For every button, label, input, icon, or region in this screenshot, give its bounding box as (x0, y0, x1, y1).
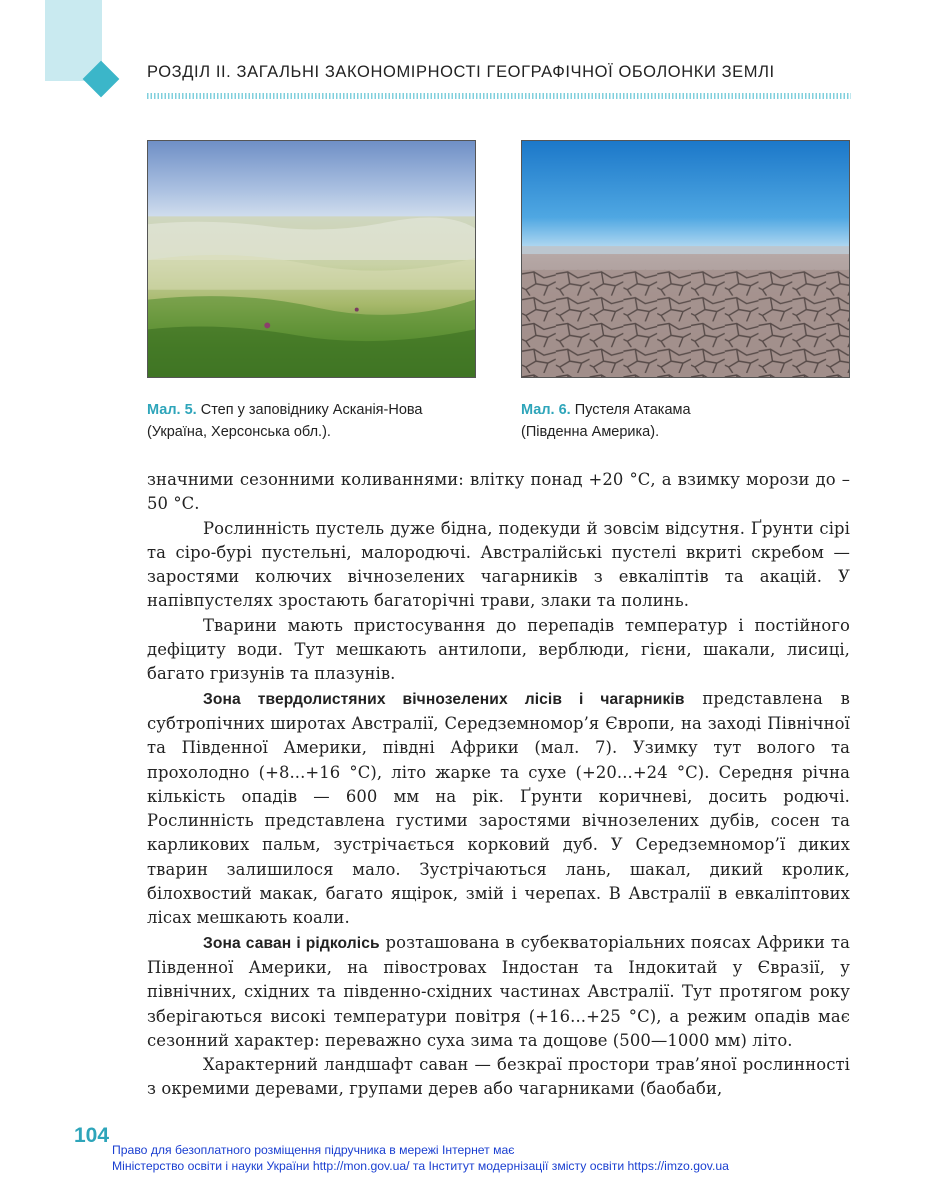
paragraph-text: Тварини мають пристосування до перепадів температур і постійного дефіциту води. Тут мешкають антилопи, верблюди, гієни, шакали, лисиці, багато гризунів та плазунів. (147, 615, 850, 684)
page-number: 104 (74, 1124, 110, 1147)
section-title: РОЗДІЛ ІІ. ЗАГАЛЬНІ ЗАКОНОМІРНОСТІ ГЕОГРАФІЧНОЇ ОБОЛОНКИ ЗЕМЛІ (147, 63, 775, 81)
paragraph-savanna-zone (147, 931, 850, 1053)
paragraph-text: Характерний ландшафт саван — безкраї простори трав’яної рослинності з окремими деревами, групами дерев або чагарниками (баобаби, (147, 1055, 850, 1099)
figure-caption-6-line1: Пустеля Атакама (574, 402, 691, 418)
figure-caption-6-line2: (Південна Америка). (521, 424, 660, 440)
license-notice-line2: Міністерство освіти і науки України http://mon.gov.ua/ та Інститут модернізації змісту освіти https://imzo.gov.ua (112, 1159, 729, 1173)
paragraph-text: представлена в субтропічних широтах Австралії, Середземномор’я Європи, на заході Північної та Південної Америки, півдні Африки (мал. 7). Узимку тут волого та прохолодно (+8...+16 °С), літо жарке та сухе (+20...+24 °С). Середня річна кількість опадів — 600 мм на рік. Ґрунти коричневі, досить родючі. Рослинність представлена густими заростями вічнозелених дубів, сосен та карликових пальм, зустрічається корковий дуб. У Середземномор’ї диких тварин залишилося мало. Зустрічаються лань, шакал, дикий кролик, білохвостий макак, багато ящірок, змій і черепах. В Австралії в евкаліптових лісах мешкають коали. (147, 688, 851, 928)
paragraph-savanna-landscape (147, 1053, 850, 1102)
term-sclerophyll-zone: Зона твердолистяних вічнозелених лісів і чагарників (203, 690, 685, 708)
paragraph-continuation (147, 468, 850, 517)
paragraph-text: значними сезонними коливаннями: влітку понад +20 °С, а взимку морози до –50 °С. (147, 470, 850, 514)
paragraph-text: розташована в субекваторіальних поясах Африки та Південної Америки, на півостровах Індостан та Індокитай у Євразії, у північних, східних та південно-східних частинах Австралії. Тут протягом року зберігаються високі температури повітря (+16...+25 °С), а режим опадів має сезонний характер: переважно суха зима та дощове (500—1000 мм) літо. (147, 932, 850, 1050)
term-savanna-zone: Зона саван і рідколісь (203, 934, 380, 952)
figure-label-6: Мал. 6. (521, 402, 571, 418)
figure-caption-5 (147, 399, 487, 443)
figure-caption-6 (521, 399, 861, 443)
steppe-photo (147, 140, 476, 378)
figure-caption-5-line2: (Україна, Херсонська обл.). (147, 424, 331, 440)
header-dotted-rule (147, 93, 851, 99)
paragraph-sclerophyll-zone (147, 687, 850, 931)
paragraph-desert-vegetation (147, 517, 850, 614)
license-notice-line1: Право для безоплатного розміщення підручника в мережі Інтернет має (112, 1143, 515, 1157)
paragraph-desert-animals (147, 614, 850, 687)
figure-caption-5-line1: Степ у заповіднику Асканія-Нова (200, 402, 423, 418)
desert-photo (521, 140, 850, 378)
paragraph-text: Рослинність пустель дуже бідна, подекуди й зовсім відсутня. Ґрунти сірі та сіро-бурі пустельні, малородючі. Австралійські пустелі вкриті скребом — заростями колючих вічнозелених чагарників з евкаліптів та акацій. У напівпустелях зростають багаторічні трави, злаки та полинь. (147, 518, 850, 611)
license-notice (112, 1142, 729, 1174)
figure-label-5: Мал. 5. (147, 402, 197, 418)
body-text (147, 468, 850, 1102)
